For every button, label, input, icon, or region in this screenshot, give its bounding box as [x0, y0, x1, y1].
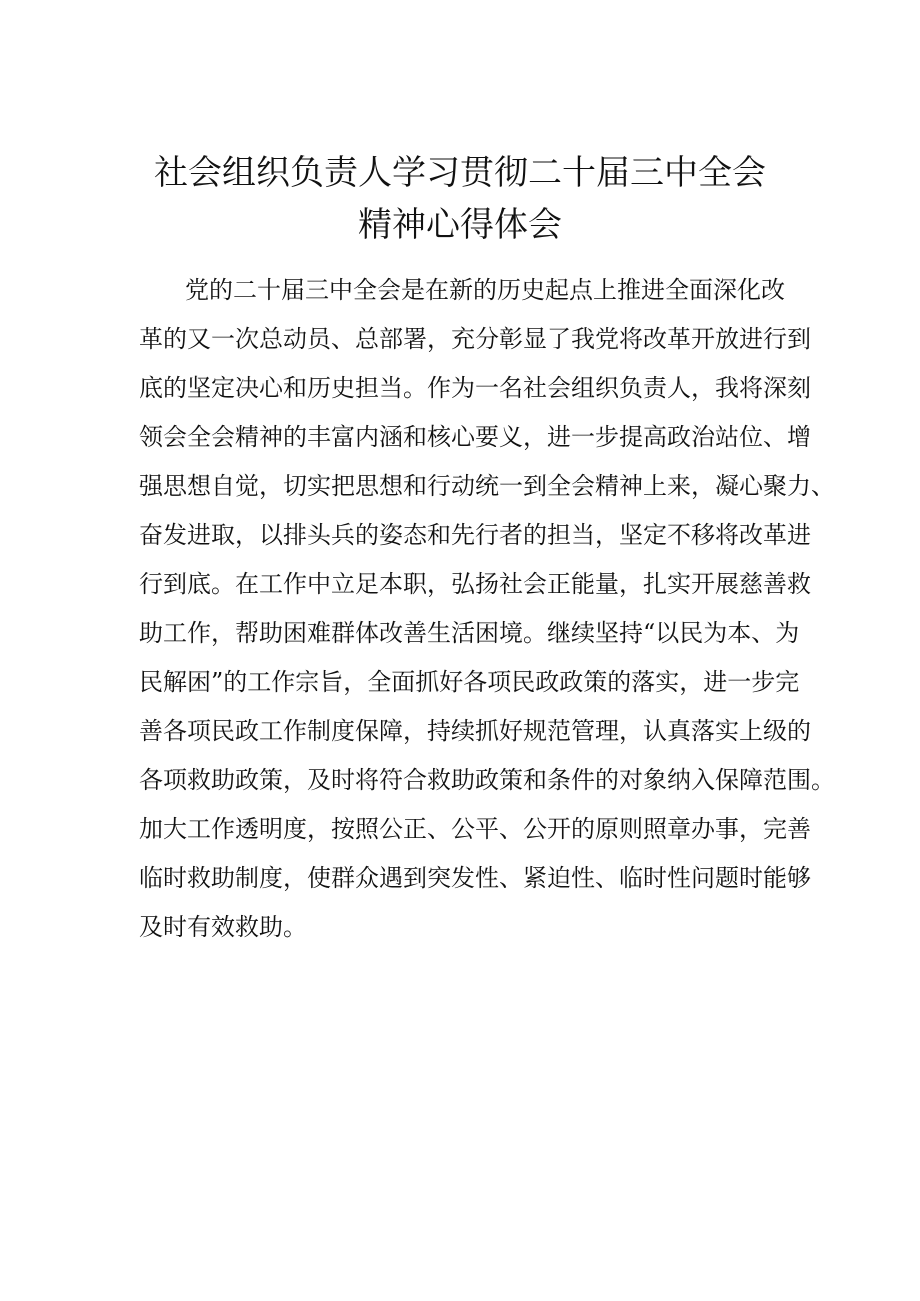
- body-line-5: 强思想自觉，切实把思想和行动统一到全会精神上来，凝心聚力、: [139, 472, 835, 500]
- body-line-2: 革的又一次总动员、总部署，充分彰显了我党将改革开放进行到: [139, 325, 811, 353]
- body-line-14: 及时有效救助。: [139, 913, 307, 941]
- body-line-9: 民解困”的工作宗旨，全面抓好各项民政政策的落实，进一步完: [139, 668, 800, 696]
- body-line-6: 奋发进取，以排头兵的姿态和先行者的担当，坚定不移将改革进: [139, 521, 811, 549]
- body-line-13: 临时救助制度，使群众遇到突发性、紧迫性、临时性问题时能够: [139, 864, 811, 892]
- document-title-line-2: 精神心得体会: [358, 205, 562, 245]
- body-line-11: 各项救助政策，及时将符合救助政策和条件的对象纳入保障范围。: [139, 766, 835, 794]
- body-line-3: 底的坚定决心和历史担当。作为一名社会组织负责人，我将深刻: [139, 374, 811, 402]
- body-line-7: 行到底。在工作中立足本职，弘扬社会正能量，扎实开展慈善救: [139, 570, 811, 598]
- body-line-12: 加大工作透明度，按照公正、公平、公开的原则照章办事，完善: [139, 815, 811, 843]
- body-line-1: 党的二十届三中全会是在新的历史起点上推进全面深化改: [185, 276, 785, 304]
- body-line-4: 领会全会精神的丰富内涵和核心要义，进一步提高政治站位、增: [139, 423, 811, 451]
- body-line-8: 助工作，帮助困难群体改善生活困境。继续坚持“以民为本、为: [139, 619, 800, 647]
- body-line-10: 善各项民政工作制度保障，持续抓好规范管理，认真落实上级的: [139, 717, 811, 745]
- document-title-line-1: 社会组织负责人学习贯彻二十届三中全会: [154, 153, 766, 193]
